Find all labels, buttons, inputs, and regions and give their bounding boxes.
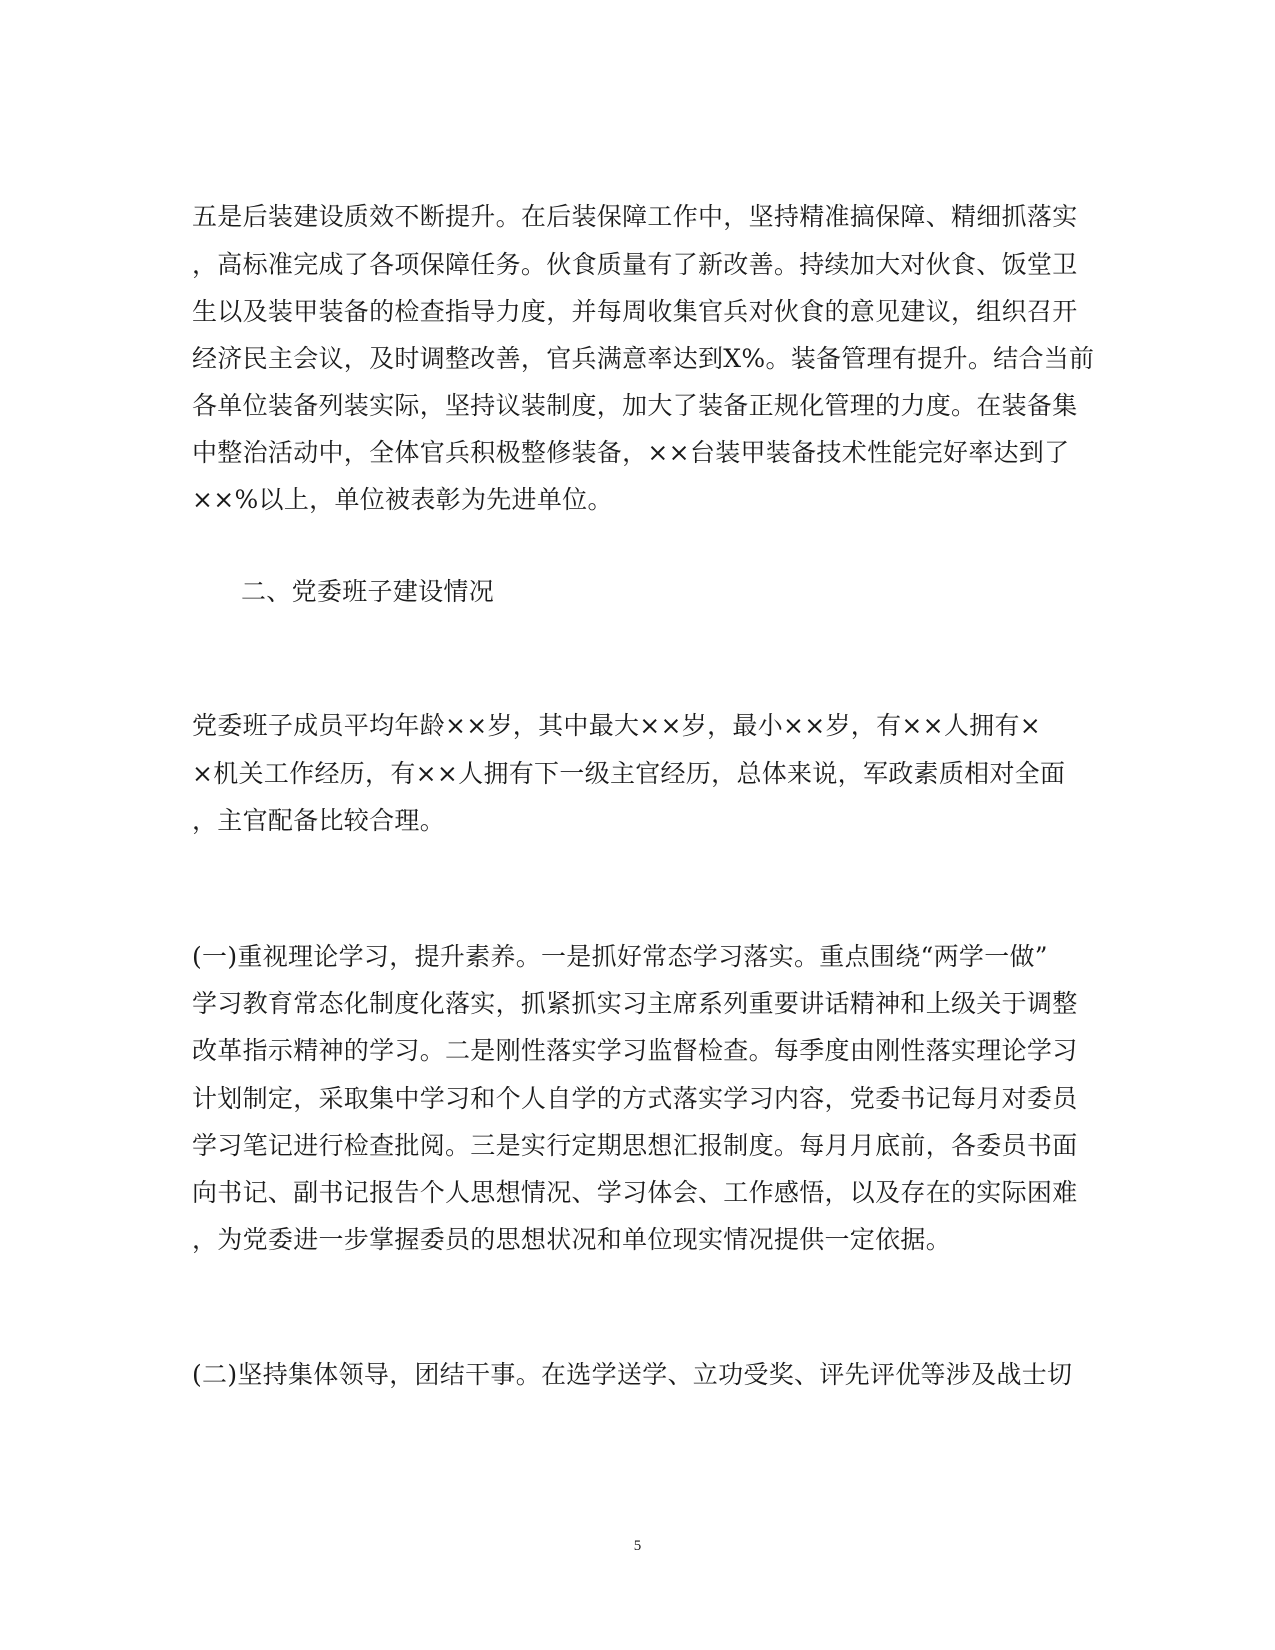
paragraph-1-line-7: ××%以上，单位被表彰为先进单位。 bbox=[192, 485, 613, 514]
paragraph-1-line-5: 各单位装备列装实际，坚持议装制度，加大了装备正规化管理的力度。在装备集 bbox=[192, 391, 1078, 420]
paragraph-1-line-6: 中整治活动中，全体官兵积极整修装备，××台装甲装备技术性能完好率达到了 bbox=[192, 438, 1070, 467]
paragraph-2-line-1: 党委班子成员平均年龄××岁，其中最大××岁，最小××岁，有××人拥有× bbox=[192, 711, 1042, 740]
paragraph-4-line-1: (二)坚持集体领导，团结干事。在选学送学、立功受奖、评先评优等涉及战士切 bbox=[192, 1360, 1073, 1389]
paragraph-3-line-4: 计划制定，采取集中学习和个人自学的方式落实学习内容，党委书记每月对委员 bbox=[192, 1084, 1078, 1113]
paragraph-1-line-3: 生以及装甲装备的检查指导力度，并每周收集官兵对伙食的意见建议，组织召开 bbox=[192, 297, 1078, 326]
paragraph-1-line-4: 经济民主会议，及时调整改善，官兵满意率达到X%。装备管理有提升。结合当前 bbox=[192, 344, 1095, 373]
section-heading: 二、党委班子建设情况 bbox=[241, 577, 495, 606]
paragraph-2-line-2: ×机关工作经历，有××人拥有下一级主官经历，总体来说，军政素质相对全面 bbox=[192, 759, 1066, 788]
paragraph-3-line-2: 学习教育常态化制度化落实，抓紧抓实习主席系列重要讲话精神和上级关于调整 bbox=[192, 989, 1078, 1018]
paragraph-2-line-3: ，主官配备比较合理。 bbox=[192, 806, 446, 835]
page-number: 5 bbox=[633, 1538, 642, 1554]
paragraph-1-line-1: 五是后装建设质效不断提升。在后装保障工作中，坚持精准搞保障、精细抓落实 bbox=[192, 202, 1078, 231]
paragraph-3-line-5: 学习笔记进行检查批阅。三是实行定期思想汇报制度。每月月底前，各委员书面 bbox=[192, 1131, 1078, 1160]
paragraph-3-line-7: ，为党委进一步掌握委员的思想状况和单位现实情况提供一定依据。 bbox=[192, 1225, 952, 1254]
paragraph-3-line-6: 向书记、副书记报告个人思想情况、学习体会、工作感悟，以及存在的实际困难 bbox=[192, 1178, 1078, 1207]
paragraph-1-line-2: ，高标准完成了各项保障任务。伙食质量有了新改善。持续加大对伙食、饭堂卫 bbox=[192, 250, 1078, 279]
paragraph-3-line-3: 改革指示精神的学习。二是刚性落实学习监督检查。每季度由刚性落实理论学习 bbox=[192, 1036, 1078, 1065]
paragraph-3-line-1: (一)重视理论学习，提升素养。一是抓好常态学习落实。重点围绕“两学一做” bbox=[192, 942, 1048, 971]
